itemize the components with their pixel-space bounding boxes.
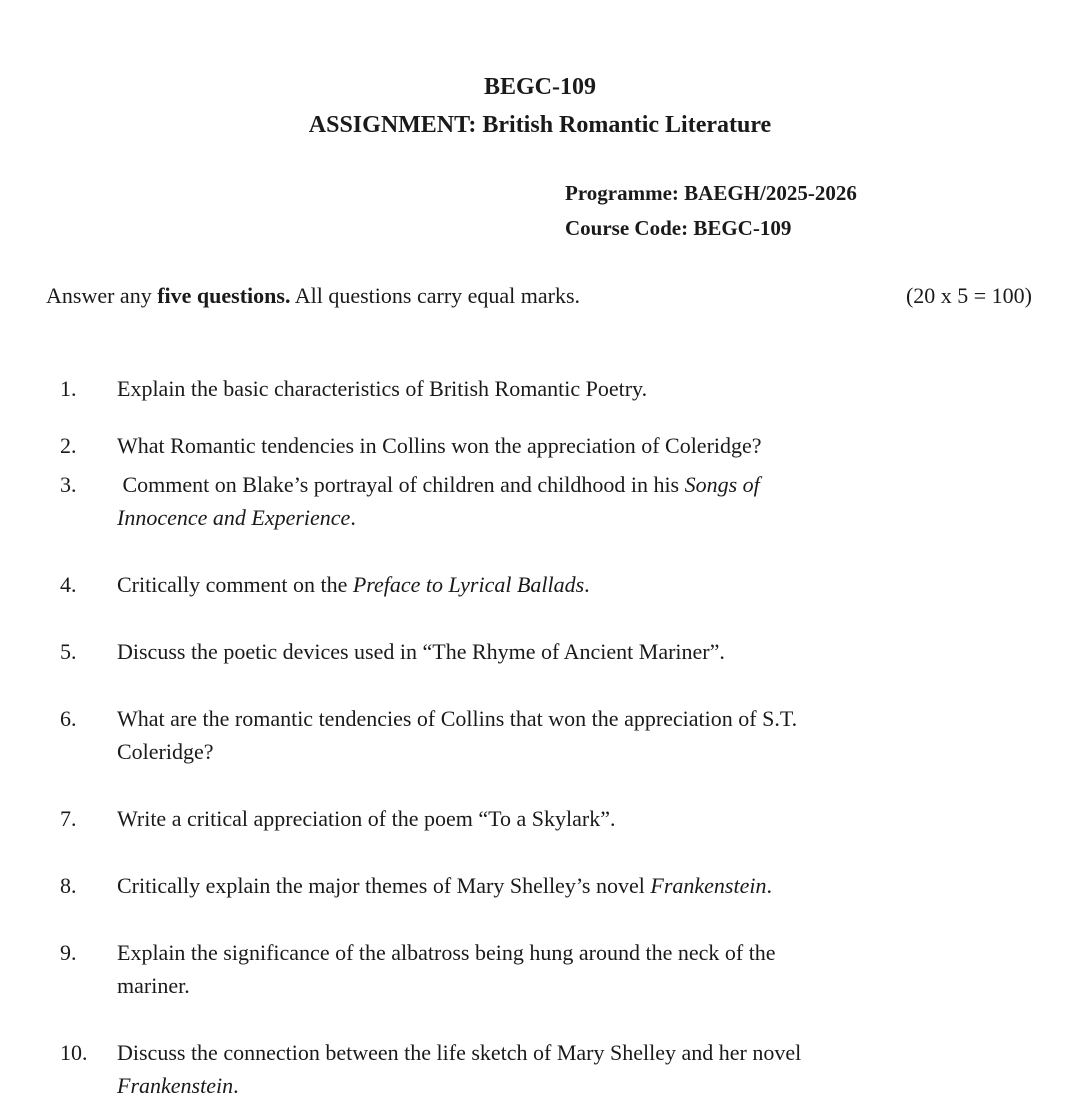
text-segment: Discuss the connection between the life sketch of Mary Shelley and her novel: [117, 1040, 802, 1065]
question-number: 3.: [60, 472, 77, 497]
text-segment: .: [233, 1073, 239, 1098]
question-item: [60, 568, 1030, 601]
text-segment: Explain the significance of the albatross being hung around the neck of the: [117, 940, 776, 965]
question-number: 4.: [60, 572, 77, 597]
question-item: [60, 372, 1030, 405]
course-code-heading: BEGC-109: [483, 74, 596, 100]
text-segment: What Romantic tendencies in Collins won the appreciation of Coleridge?: [117, 433, 762, 458]
text-segment: mariner.: [117, 973, 190, 998]
text-segment: .: [584, 572, 590, 597]
question-item: [60, 802, 1030, 835]
text-segment: Comment on Blake’s portrayal of children and childhood in his: [117, 472, 685, 497]
question-text: [117, 568, 1022, 601]
question-number: 10.: [60, 1040, 88, 1065]
text-segment: Critically explain the major themes of Mary Shelley’s novel: [117, 873, 651, 898]
question-text-line: [117, 372, 1022, 405]
italic-title-text: Frankenstein: [650, 873, 767, 898]
question-number: 5.: [60, 639, 77, 664]
question-text-line: [117, 1069, 1022, 1102]
text-segment: Answer any: [46, 283, 158, 308]
question-number: 9.: [60, 940, 77, 965]
question-text-line: [117, 936, 1022, 969]
question-text-line: [117, 568, 1022, 601]
question-text: [117, 802, 1022, 835]
question-text: [117, 869, 1022, 902]
text-segment: Explain the basic characteristics of British Romantic Poetry.: [117, 376, 648, 401]
question-item: [60, 1036, 1030, 1102]
question-text-line: [117, 969, 1022, 1002]
italic-title-text: Innocence and Experience: [117, 505, 351, 530]
question-text-line: [117, 869, 1022, 902]
italic-title-text: Preface to Lyrical Ballads: [352, 572, 585, 597]
question-text: [117, 635, 1022, 668]
question-text-line: [117, 1036, 1022, 1069]
instruction-row: [46, 281, 1032, 311]
question-item: [60, 869, 1030, 902]
question-item: [60, 635, 1030, 668]
question-text-line: [117, 635, 1022, 668]
question-item: [60, 468, 1030, 534]
text-segment: .: [766, 873, 772, 898]
document-header: [0, 68, 1080, 144]
question-text: [117, 429, 1022, 462]
marks-scheme: (20 x 5 = 100): [905, 283, 1032, 308]
question-text-line: [117, 468, 1022, 501]
question-text: [117, 372, 1022, 405]
instructions-text: [46, 281, 580, 311]
question-text: [117, 468, 1022, 534]
question-text: [117, 936, 1022, 1002]
bold-text: five questions.: [157, 283, 291, 308]
question-item: [60, 936, 1030, 1002]
question-text: [117, 702, 1022, 768]
question-number: 1.: [60, 376, 77, 401]
question-item: [60, 429, 1030, 462]
course-code-line: Course Code: BEGC-109: [565, 216, 792, 240]
programme-line: Programme: BAEGH/2025-2026: [565, 181, 857, 205]
question-text-line: [117, 735, 1022, 768]
text-segment: What are the romantic tendencies of Collins that won the appreciation of S.T.: [117, 706, 798, 731]
text-segment: Critically comment on the: [117, 572, 353, 597]
question-list: [60, 372, 1030, 1102]
question-item: [60, 702, 1030, 768]
question-text-line: [117, 501, 1022, 534]
question-number: 7.: [60, 806, 77, 831]
question-text-line: [117, 702, 1022, 735]
italic-title-text: Frankenstein: [117, 1073, 234, 1098]
text-segment: Discuss the poetic devices used in “The Rhyme of Ancient Mariner”.: [117, 639, 725, 664]
text-segment: Coleridge?: [117, 739, 214, 764]
question-text: [117, 1036, 1022, 1102]
question-number: 8.: [60, 873, 77, 898]
question-text-line: [117, 429, 1022, 462]
italic-title-text: Songs of: [684, 472, 760, 497]
text-segment: All questions carry equal marks.: [290, 283, 581, 308]
question-number: 6.: [60, 706, 77, 731]
question-number: 2.: [60, 433, 77, 458]
question-text-line: [117, 802, 1022, 835]
text-segment: Write a critical appreciation of the poem “To a Skylark”.: [117, 806, 616, 831]
assignment-title: ASSIGNMENT: British Romantic Literature: [308, 112, 772, 138]
text-segment: .: [350, 505, 356, 530]
document-meta: [565, 176, 857, 246]
